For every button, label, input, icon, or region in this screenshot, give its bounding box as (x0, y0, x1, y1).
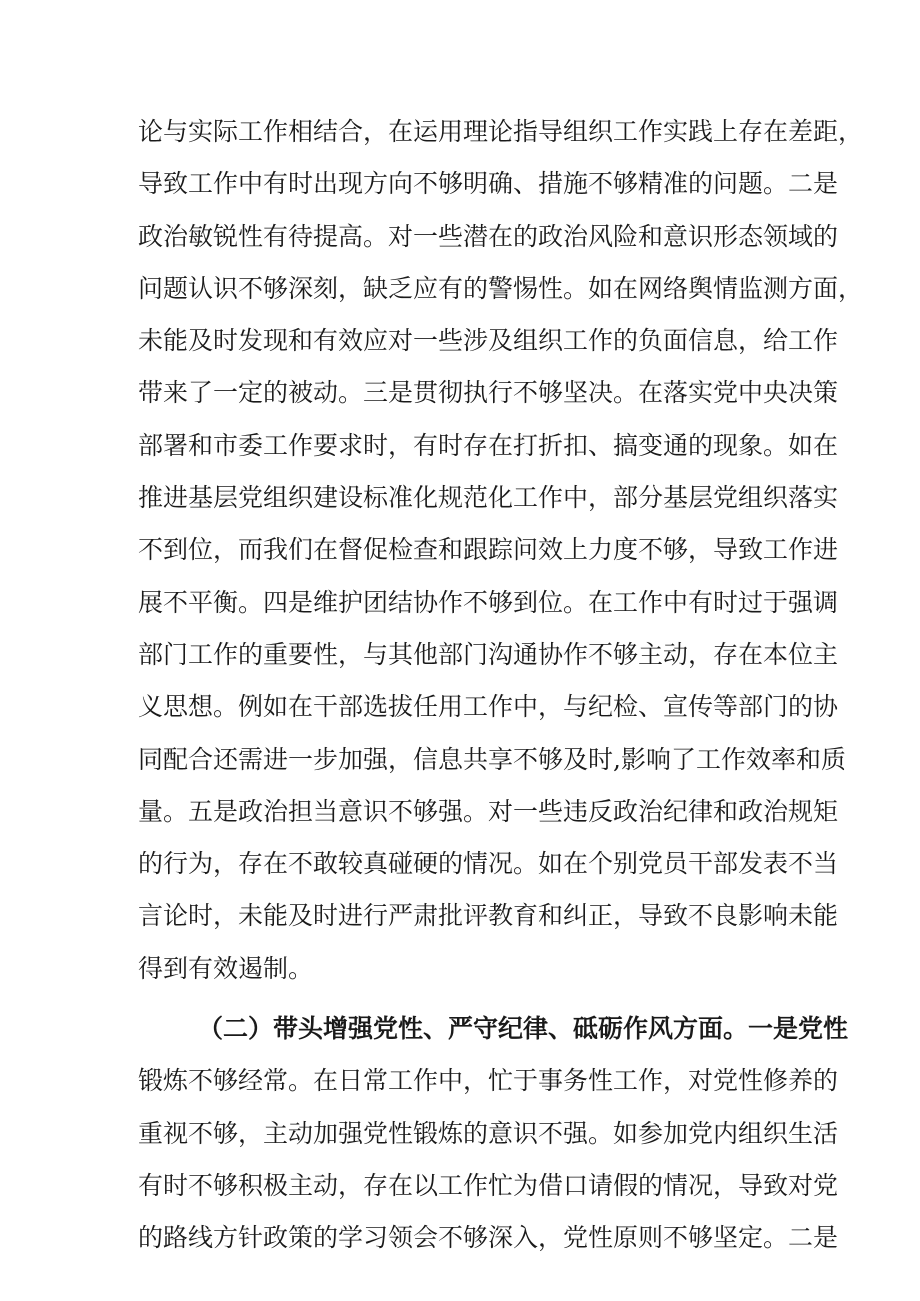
document-body (138, 106, 864, 1265)
section-heading-tail: 一是党性 (748, 1014, 849, 1044)
section-heading-line (138, 1003, 849, 1055)
paragraph-2 (138, 1003, 849, 1264)
text-line: 同配合还需进一步加强，信息共享不够及时,影响了工作效率和质 (138, 744, 846, 774)
text-line: 的路线方针政策的学习领会不够深入，党性原则不够坚定。二是 (138, 1223, 839, 1253)
text-line: 政治敏锐性有待提高。对一些潜在的政治风险和意识形态领域的 (138, 221, 839, 251)
text-line: 问题认识不够深刻，缺乏应有的警惕性。如在网络舆情监测方面， (138, 273, 864, 303)
section-heading: （二）带头增强党性、严守纪律、砥砺作风方面。 (198, 1014, 749, 1044)
text-line: 导致工作中有时出现方向不够明确、措施不够精准的问题。二是 (138, 169, 839, 199)
text-line: 推进基层党组织建设标准化规范化工作中，部分基层党组织落实 (138, 483, 839, 513)
text-line: 有时不够积极主动，存在以工作忙为借口请假的情况，导致对党 (138, 1170, 839, 1200)
paragraph-1 (138, 106, 864, 995)
text-line: 义思想。例如在干部选拔任用工作中，与纪检、宣传等部门的协 (138, 692, 839, 722)
text-line: 展不平衡。四是维护团结协作不够到位。在工作中有时过于强调 (138, 587, 839, 617)
text-line: 得到有效遏制。 (138, 953, 314, 983)
text-line: 论与实际工作相结合，在运用理论指导组织工作实践上存在差距， (138, 117, 864, 146)
text-line: 部门工作的重要性，与其他部门沟通协作不够主动，存在本位主 (138, 639, 839, 669)
text-line: 重视不够，主动加强党性锻炼的意识不强。如参加党内组织生活 (138, 1118, 839, 1148)
text-line: 量。五是政治担当意识不够强。对一些违反政治纪律和政治规矩 (138, 796, 839, 826)
text-line: 不到位，而我们在督促检查和跟踪问效上力度不够，导致工作进 (138, 535, 839, 565)
text-line: 带来了一定的被动。三是贯彻执行不够坚决。在落实党中央决策 (138, 378, 839, 408)
text-line: 部署和市委工作要求时，有时存在打折扣、搞变通的现象。如在 (138, 430, 839, 460)
text-line: 的行为，存在不敢较真碰硬的情况。如在个别党员干部发表不当 (138, 849, 839, 879)
text-line: 未能及时发现和有效应对一些涉及组织工作的负面信息，给工作 (138, 326, 839, 356)
paragraph-gap (138, 995, 798, 1003)
text-line: 言论时，未能及时进行严肃批评教育和纠正，导致不良影响未能 (138, 901, 839, 931)
text-line: 锻炼不够经常。在日常工作中，忙于事务性工作，对党性修养的 (138, 1066, 839, 1096)
